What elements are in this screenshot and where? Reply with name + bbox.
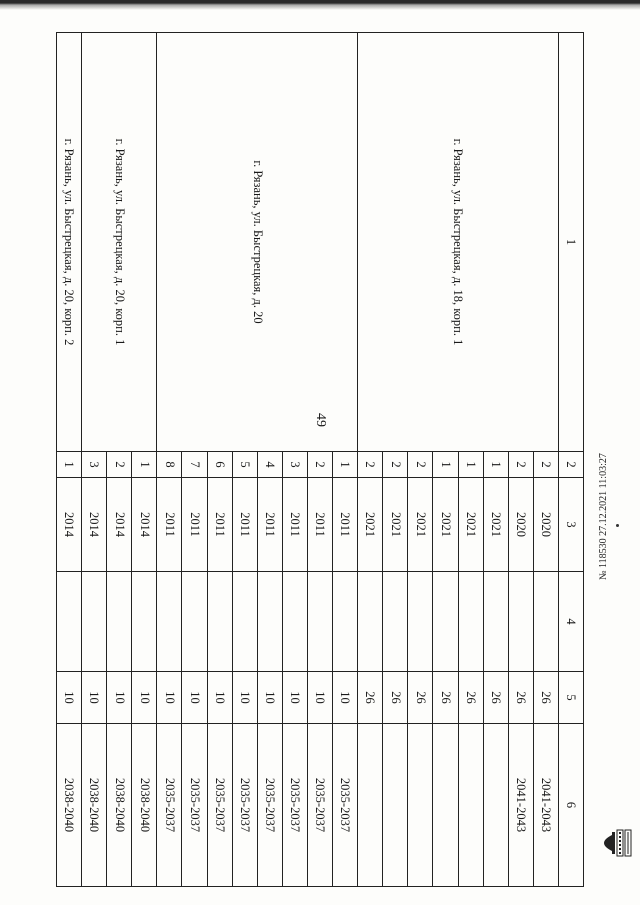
cell-c3: 2014 xyxy=(82,478,107,572)
cell-c2: 1 xyxy=(483,452,508,478)
cell-c4 xyxy=(207,572,232,672)
cell-c4 xyxy=(458,572,483,672)
government-seal-icon xyxy=(590,828,640,858)
cell-c3: 2021 xyxy=(383,478,408,572)
cell-c4 xyxy=(307,572,332,672)
cell-c5: 26 xyxy=(458,672,483,724)
cell-c5: 26 xyxy=(433,672,458,724)
cell-c6: 2038-2040 xyxy=(107,724,132,887)
cell-c2: 4 xyxy=(257,452,282,478)
cell-c4 xyxy=(333,572,358,672)
cell-c3: 2021 xyxy=(483,478,508,572)
cell-c2: 3 xyxy=(282,452,307,478)
cell-c2: 5 xyxy=(232,452,257,478)
cell-c5: 10 xyxy=(257,672,282,724)
electronic-signature-note: № 118530 27.12.2021 11:03:27 xyxy=(598,453,609,580)
cell-c6: 2035-2037 xyxy=(182,724,207,887)
cell-c3: 2011 xyxy=(333,478,358,572)
cell-c3: 2021 xyxy=(358,478,383,572)
cell-c6 xyxy=(358,724,383,887)
cell-c5: 26 xyxy=(533,672,558,724)
cell-c5: 26 xyxy=(383,672,408,724)
cell-c3: 2014 xyxy=(57,478,82,572)
data-table xyxy=(56,32,584,887)
cell-c4 xyxy=(408,572,433,672)
cell-c5: 10 xyxy=(107,672,132,724)
cell-c5: 10 xyxy=(333,672,358,724)
cell-c5: 10 xyxy=(307,672,332,724)
table-row xyxy=(533,33,558,887)
cell-c6 xyxy=(483,724,508,887)
cell-c2: 1 xyxy=(433,452,458,478)
cell-c4 xyxy=(383,572,408,672)
cell-c4 xyxy=(107,572,132,672)
cell-c3: 2014 xyxy=(107,478,132,572)
cell-c2: 2 xyxy=(358,452,383,478)
cell-c2: 2 xyxy=(533,452,558,478)
cell-c5: 10 xyxy=(82,672,107,724)
cell-c5: 26 xyxy=(483,672,508,724)
cell-c3: 2011 xyxy=(282,478,307,572)
column-header-3: 3 xyxy=(558,478,583,572)
cell-c5: 10 xyxy=(182,672,207,724)
cell-c5: 10 xyxy=(282,672,307,724)
cell-c6 xyxy=(408,724,433,887)
cell-c4 xyxy=(257,572,282,672)
cell-c6: 2035-2037 xyxy=(307,724,332,887)
cell-c4 xyxy=(182,572,207,672)
cell-c5: 26 xyxy=(408,672,433,724)
cell-c5: 10 xyxy=(232,672,257,724)
cell-c2: 1 xyxy=(333,452,358,478)
cell-c3: 2011 xyxy=(232,478,257,572)
cell-c5: 26 xyxy=(358,672,383,724)
cell-c4 xyxy=(57,572,82,672)
cell-c3: 2011 xyxy=(257,478,282,572)
cell-c5: 10 xyxy=(132,672,157,724)
cell-c2: 2 xyxy=(408,452,433,478)
cell-c3: 2011 xyxy=(182,478,207,572)
cell-c6: 2035-2037 xyxy=(257,724,282,887)
cell-c4 xyxy=(433,572,458,672)
cell-c3: 2020 xyxy=(533,478,558,572)
cell-c4 xyxy=(132,572,157,672)
cell-c2: 2 xyxy=(307,452,332,478)
cell-c2: 2 xyxy=(508,452,533,478)
cell-c4 xyxy=(157,572,182,672)
column-header-2: 2 xyxy=(558,452,583,478)
cell-c6: 2035-2037 xyxy=(333,724,358,887)
rotated-table-wrapper xyxy=(56,32,584,886)
cell-c5: 10 xyxy=(157,672,182,724)
cell-c3: 2021 xyxy=(433,478,458,572)
cell-c3: 2021 xyxy=(458,478,483,572)
table-row xyxy=(333,33,358,887)
address-cell: г. Рязань, ул. Быстрецкая, д. 20, корп. 2 xyxy=(57,33,82,452)
cell-c2: 1 xyxy=(458,452,483,478)
cell-c5: 26 xyxy=(508,672,533,724)
cell-c3: 2011 xyxy=(307,478,332,572)
cell-c6: 2035-2037 xyxy=(207,724,232,887)
cell-c2: 1 xyxy=(57,452,82,478)
cell-c6: 2038-2040 xyxy=(82,724,107,887)
cell-c5: 10 xyxy=(207,672,232,724)
cell-c6: 2038-2040 xyxy=(57,724,82,887)
address-cell: г. Рязань, ул. Быстрецкая, д. 18, корп. 1 xyxy=(358,33,559,452)
cell-c2: 6 xyxy=(207,452,232,478)
header-row xyxy=(558,33,583,887)
cell-c6: 2035-2037 xyxy=(157,724,182,887)
cell-c3: 2011 xyxy=(157,478,182,572)
cell-c2: 2 xyxy=(383,452,408,478)
table-row xyxy=(57,33,82,887)
table-row xyxy=(132,33,157,887)
cell-c6 xyxy=(383,724,408,887)
cell-c3: 2011 xyxy=(207,478,232,572)
cell-c4 xyxy=(282,572,307,672)
column-header-1: 1 xyxy=(558,33,583,452)
cell-c6 xyxy=(458,724,483,887)
cell-c6 xyxy=(433,724,458,887)
cell-c6: 2041-2043 xyxy=(508,724,533,887)
cell-c4 xyxy=(483,572,508,672)
scan-speck xyxy=(616,524,619,527)
cell-c4 xyxy=(232,572,257,672)
cell-c6: 2035-2037 xyxy=(232,724,257,887)
cell-c4 xyxy=(358,572,383,672)
cell-c2: 8 xyxy=(157,452,182,478)
cell-c6: 2041-2043 xyxy=(533,724,558,887)
column-header-4: 4 xyxy=(558,572,583,672)
cell-c3: 2021 xyxy=(408,478,433,572)
cell-c3: 2014 xyxy=(132,478,157,572)
cell-c2: 2 xyxy=(107,452,132,478)
column-header-5: 5 xyxy=(558,672,583,724)
cell-c6: 2038-2040 xyxy=(132,724,157,887)
cell-c2: 7 xyxy=(182,452,207,478)
cell-c4 xyxy=(508,572,533,672)
address-cell: г. Рязань, ул. Быстрецкая, д. 20 xyxy=(157,33,358,452)
table-body xyxy=(57,33,584,887)
cell-c2: 3 xyxy=(82,452,107,478)
page-number: 49 xyxy=(313,413,328,427)
cell-c2: 1 xyxy=(132,452,157,478)
column-header-6: 6 xyxy=(558,724,583,887)
cell-c5: 10 xyxy=(57,672,82,724)
scan-top-edge xyxy=(0,0,640,10)
cell-c4 xyxy=(533,572,558,672)
cell-c3: 2020 xyxy=(508,478,533,572)
cell-c4 xyxy=(82,572,107,672)
address-cell: г. Рязань, ул. Быстрецкая, д. 20, корп. 1 xyxy=(82,33,157,452)
cell-c6: 2035-2037 xyxy=(282,724,307,887)
